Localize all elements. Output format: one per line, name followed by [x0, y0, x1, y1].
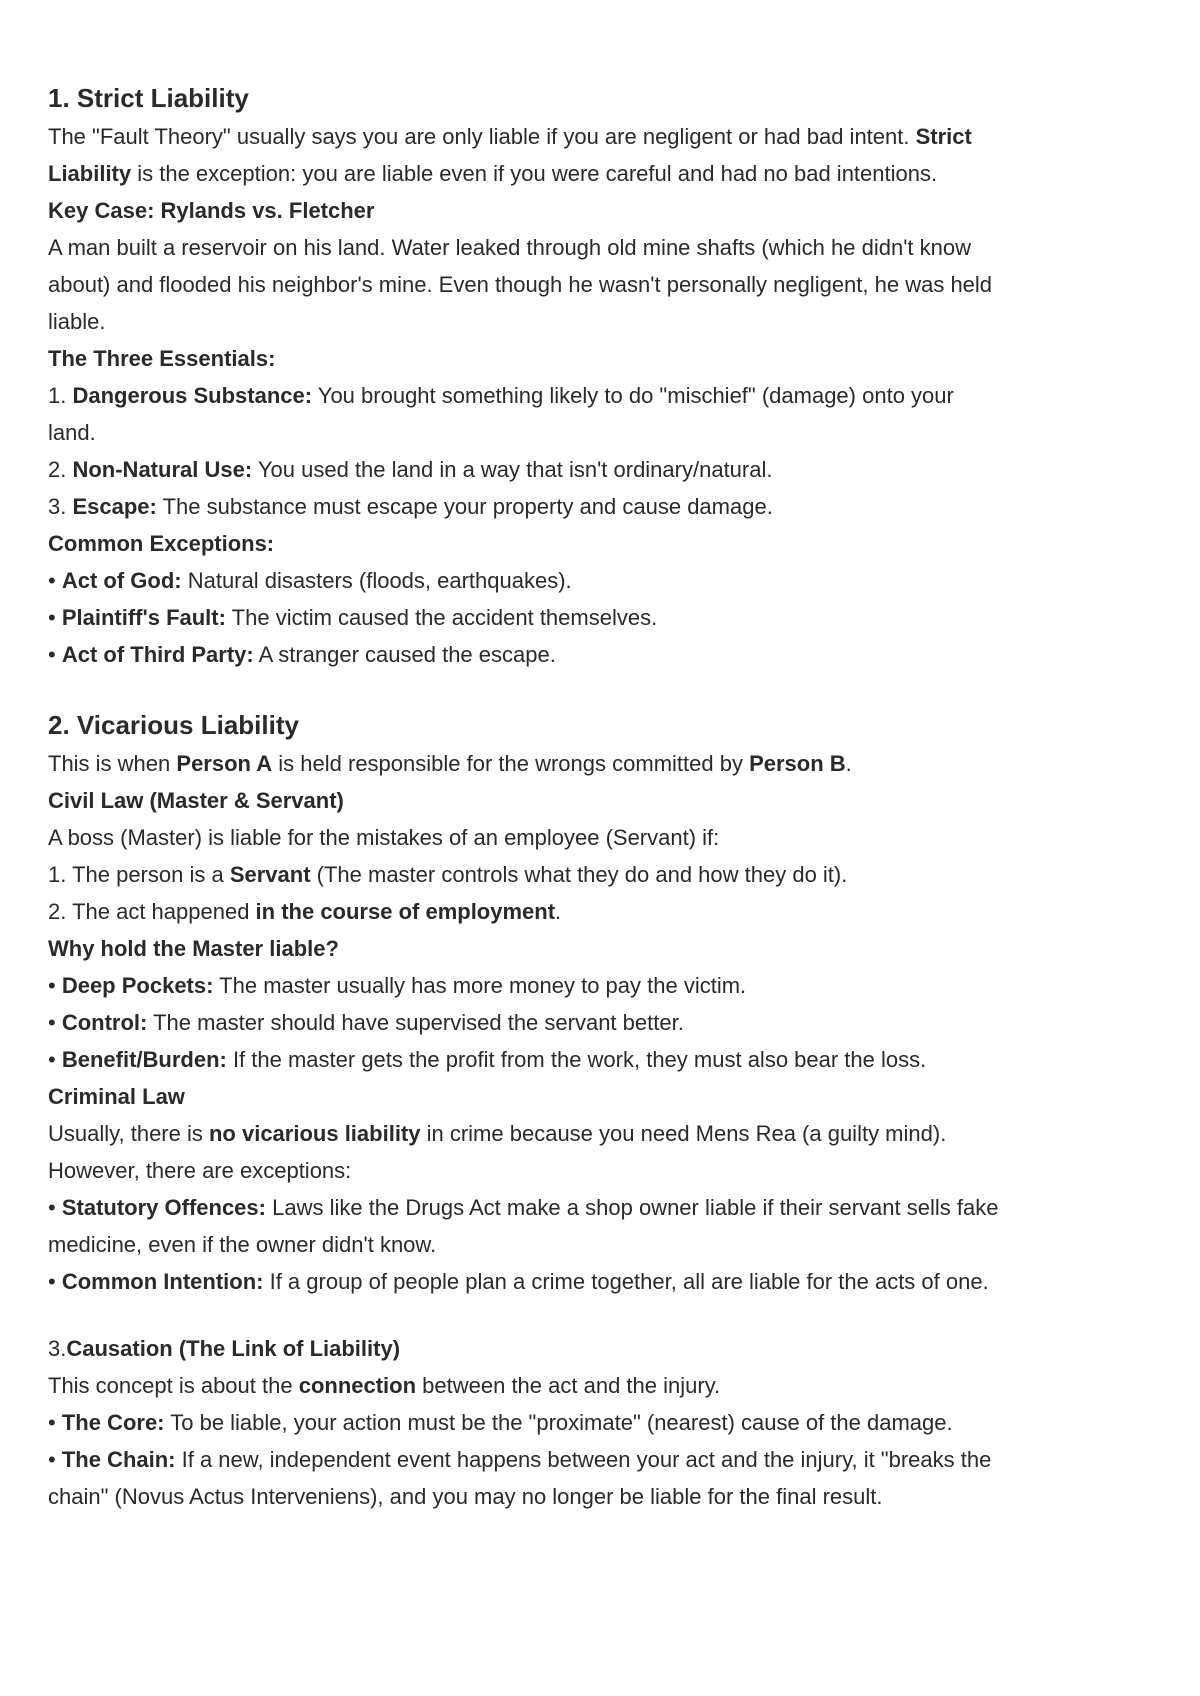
text-run: This concept is about the — [48, 1373, 299, 1398]
item-text: You brought something likely to do "mischief" (damage) onto your — [312, 383, 954, 408]
criminal-exception-1-continued: medicine, even if the owner didn't know. — [48, 1232, 437, 1257]
bold-run: Servant — [229, 862, 311, 887]
bullet-icon: • — [48, 605, 56, 630]
item-label: Plaintiff's Fault: — [61, 605, 226, 630]
text-run: Usually, there is — [48, 1121, 209, 1146]
item-text: Natural disasters (floods, earthquakes). — [181, 568, 572, 593]
bold-run: in the course of employment — [255, 899, 556, 924]
text-run: This is when — [48, 751, 177, 776]
criminal-exception-1 — [48, 1189, 1152, 1226]
item-text: If the master gets the profit from the work, they must also bear the loss. — [226, 1047, 927, 1072]
item-text: The victim caused the accident themselves. — [225, 605, 658, 630]
list-number: 3. — [48, 494, 73, 519]
item-text: The substance must escape your property and cause damage. — [156, 494, 773, 519]
bold-run: Liability — [48, 161, 132, 186]
reason-item-2 — [48, 1004, 1152, 1041]
bullet-icon: • — [48, 973, 56, 998]
section-spacer — [48, 673, 1152, 705]
criminal-line-2: However, there are exceptions: — [48, 1158, 352, 1183]
causation-item-core — [48, 1404, 1152, 1441]
item-text: Laws like the Drugs Act make a shop owner liable if their servant sells fake — [265, 1195, 999, 1220]
text-run: between the act and the injury. — [416, 1373, 721, 1398]
item-text: If a group of people plan a crime together, all are liable for the acts of one. — [263, 1269, 989, 1294]
bullet-icon: • — [48, 1269, 56, 1294]
item-label: Act of Third Party: — [61, 642, 254, 667]
subheading-key-case: Key Case: Rylands vs. Fletcher — [48, 198, 375, 223]
case-line-2: about) and flooded his neighbor's mine. Even though he wasn't personally negligent, he was held — [48, 272, 993, 297]
section-heading-strict-liability: 1. Strict Liability — [48, 83, 249, 113]
text-run: . — [845, 751, 852, 776]
text-run: 1. The person is a — [48, 862, 230, 887]
text-run: (The master controls what they do and how they do it). — [310, 862, 848, 887]
heading-text: Causation (The Link of Liability) — [66, 1336, 401, 1361]
item-text: To be liable, your action must be the "proximate" (nearest) cause of the damage. — [164, 1410, 953, 1435]
essential-item-3 — [48, 488, 1152, 525]
criminal-exception-2 — [48, 1263, 1152, 1300]
text-run: The "Fault Theory" usually says you are only liable if you are negligent or had bad intent. — [48, 124, 916, 149]
item-label: Dangerous Substance: — [72, 383, 313, 408]
section-causation — [48, 1330, 1152, 1515]
item-text: A stranger caused the escape. — [253, 642, 556, 667]
bullet-icon: • — [48, 1410, 56, 1435]
heading-number: 3. — [48, 1336, 67, 1361]
case-line-1: A man built a reservoir on his land. Water leaked through old mine shafts (which he didn't know — [48, 235, 971, 260]
subheading-why-hold-master: Why hold the Master liable? — [48, 936, 339, 961]
item-label: Non-Natural Use: — [72, 457, 253, 482]
civil-intro: A boss (Master) is liable for the mistakes of an employee (Servant) if: — [48, 825, 720, 850]
bold-run: Strict — [915, 124, 972, 149]
strict-intro-line-2 — [48, 155, 1152, 192]
exception-item-3 — [48, 636, 1152, 673]
exception-item-1 — [48, 562, 1152, 599]
item-label: Statutory Offences: — [61, 1195, 266, 1220]
text-run: is held responsible for the wrongs committed by — [272, 751, 750, 776]
bullet-icon: • — [48, 1195, 56, 1220]
reason-item-1 — [48, 967, 1152, 1004]
item-label: The Core: — [61, 1410, 165, 1435]
bullet-icon: • — [48, 1047, 56, 1072]
text-run: . — [555, 899, 562, 924]
list-number: 1. — [48, 383, 73, 408]
condition-item-2 — [48, 893, 1152, 930]
bullet-icon: • — [48, 1447, 56, 1472]
causation-item-chain-continued: chain" (Novus Actus Interveniens), and you may no longer be liable for the final result. — [48, 1484, 883, 1509]
section-spacer — [48, 1300, 1152, 1330]
section-heading-causation — [48, 1330, 1152, 1367]
item-label: Deep Pockets: — [61, 973, 214, 998]
item-text: You used the land in a way that isn't ordinary/natural. — [252, 457, 773, 482]
list-number: 2. — [48, 457, 73, 482]
text-run: 2. The act happened — [48, 899, 256, 924]
bold-run: connection — [298, 1373, 417, 1398]
item-label: Escape: — [72, 494, 157, 519]
section-vicarious-liability — [48, 705, 1152, 1300]
strict-intro-line-1 — [48, 118, 1152, 155]
criminal-line-1 — [48, 1115, 1152, 1152]
bullet-icon: • — [48, 1010, 56, 1035]
bullet-icon: • — [48, 642, 56, 667]
condition-item-1 — [48, 856, 1152, 893]
essential-item-1 — [48, 377, 1152, 414]
bold-run: Person B — [749, 751, 846, 776]
reason-item-3 — [48, 1041, 1152, 1078]
item-text: The master should have supervised the servant better. — [147, 1010, 684, 1035]
exception-item-2 — [48, 599, 1152, 636]
subheading-three-essentials: The Three Essentials: — [48, 346, 276, 371]
vicarious-intro — [48, 745, 1152, 782]
item-label: Common Intention: — [61, 1269, 264, 1294]
item-label: The Chain: — [61, 1447, 176, 1472]
essential-item-1-continued: land. — [48, 420, 96, 445]
item-label: Act of God: — [61, 568, 182, 593]
item-label: Benefit/Burden: — [61, 1047, 227, 1072]
item-text: The master usually has more money to pay the victim. — [213, 973, 747, 998]
subheading-civil-law: Civil Law (Master & Servant) — [48, 788, 344, 813]
item-label: Control: — [61, 1010, 148, 1035]
section-heading-vicarious-liability: 2. Vicarious Liability — [48, 710, 299, 740]
text-run: in crime because you need Mens Rea (a guilty mind). — [420, 1121, 947, 1146]
subheading-common-exceptions: Common Exceptions: — [48, 531, 275, 556]
essential-item-2 — [48, 451, 1152, 488]
item-text: If a new, independent event happens between your act and the injury, it "breaks the — [175, 1447, 992, 1472]
text-run: is the exception: you are liable even if you were careful and had no bad intentions. — [131, 161, 938, 186]
subheading-criminal-law: Criminal Law — [48, 1084, 185, 1109]
bold-run: no vicarious liability — [208, 1121, 421, 1146]
case-line-3: liable. — [48, 309, 106, 334]
causation-intro — [48, 1367, 1152, 1404]
bold-run: Person A — [176, 751, 273, 776]
bullet-icon: • — [48, 568, 56, 593]
section-strict-liability — [48, 78, 1152, 673]
causation-item-chain — [48, 1441, 1152, 1478]
